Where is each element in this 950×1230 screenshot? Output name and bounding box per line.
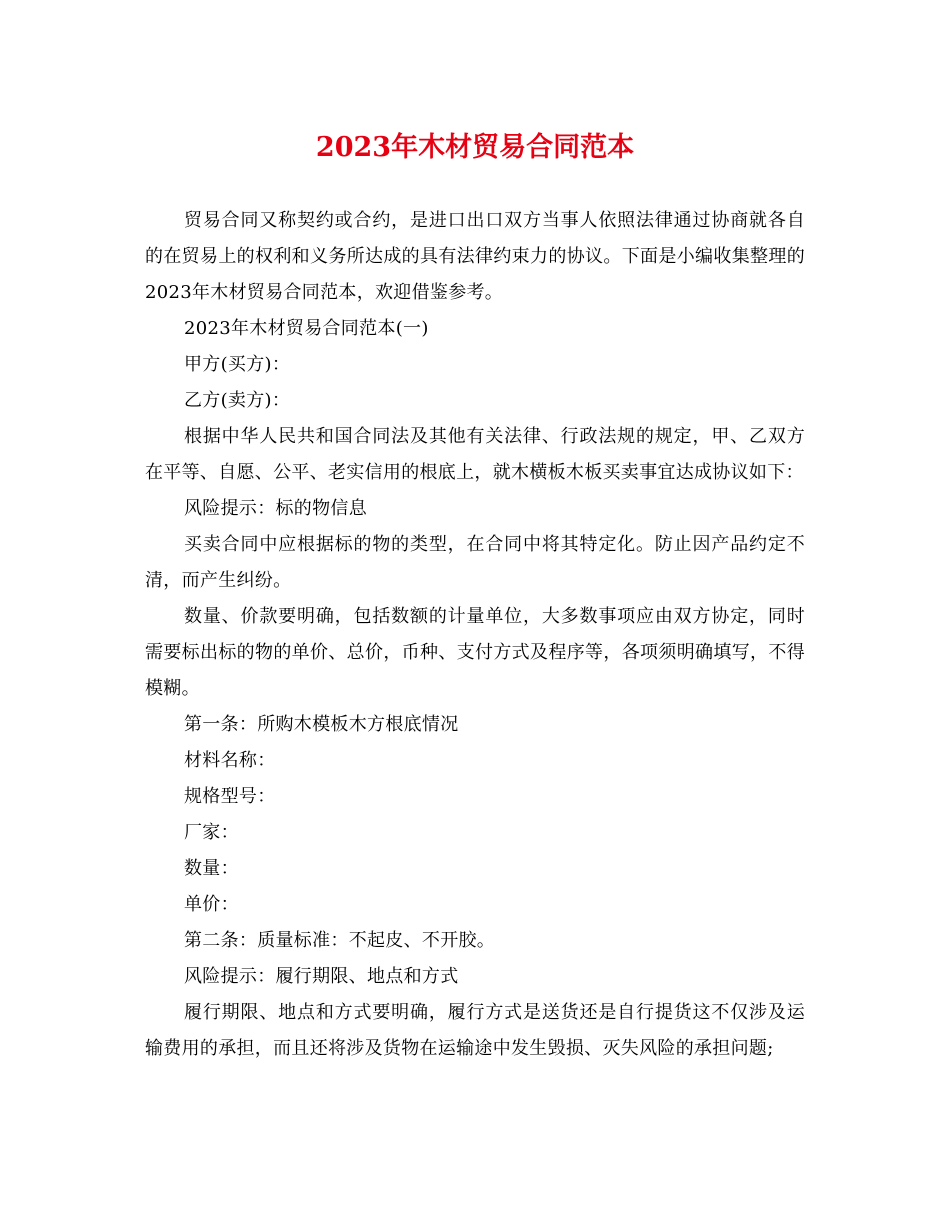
field-line: 数量： — [184, 858, 239, 879]
section-heading: 2023年木材贸易合同范本(一) — [184, 318, 429, 339]
document-body — [145, 203, 805, 1067]
legal-basis-paragraph: 根据中华人民共和国合同法及其他有关法律、行政法规的规定，甲、乙双方在平等、自愿、公平、老实信用的根底上，就木横板木板买卖事宜达成协议如下： — [145, 426, 805, 483]
article-heading: 第一条：所购木模板木方根底情况 — [184, 714, 459, 735]
field-line: 规格型号： — [184, 786, 276, 807]
body-paragraph: 买卖合同中应根据标的物的类型，在合同中将其特定化。防止因产品约定不清，而产生纠纷。 — [145, 534, 805, 591]
field-line: 材料名称： — [184, 750, 276, 771]
intro-paragraph: 贸易合同又称契约或合约，是进口出口双方当事人依照法律通过协商就各自的在贸易上的权利和义务所达成的具有法律约束力的协议。下面是小编收集整理的2023年木材贸易合同范本，欢迎借鉴参考。 — [145, 210, 805, 303]
party-b-line: 乙方(卖方)： — [184, 390, 291, 411]
body-paragraph: 履行期限、地点和方式要明确，履行方式是送货还是自行提货这不仅涉及运输费用的承担，而且还将涉及货物在运输途中发生毁损、灭失风险的承担问题; — [145, 1002, 805, 1059]
risk-tip-heading: 风险提示：标的物信息 — [184, 498, 367, 519]
field-line: 厂家： — [184, 822, 239, 843]
field-line: 单价： — [184, 894, 239, 915]
party-a-line: 甲方(买方)： — [184, 354, 291, 375]
body-paragraph: 数量、价款要明确，包括数额的计量单位，大多数事项应由双方协定，同时需要标出标的物的单价、总价，币种、支付方式及程序等，各项须明确填写，不得模糊。 — [145, 606, 805, 699]
document-title: 2023年木材贸易合同范本 — [315, 132, 635, 163]
risk-tip-heading: 风险提示：履行期限、地点和方式 — [184, 966, 459, 987]
article-heading: 第二条：质量标准：不起皮、不开胶。 — [184, 930, 496, 951]
